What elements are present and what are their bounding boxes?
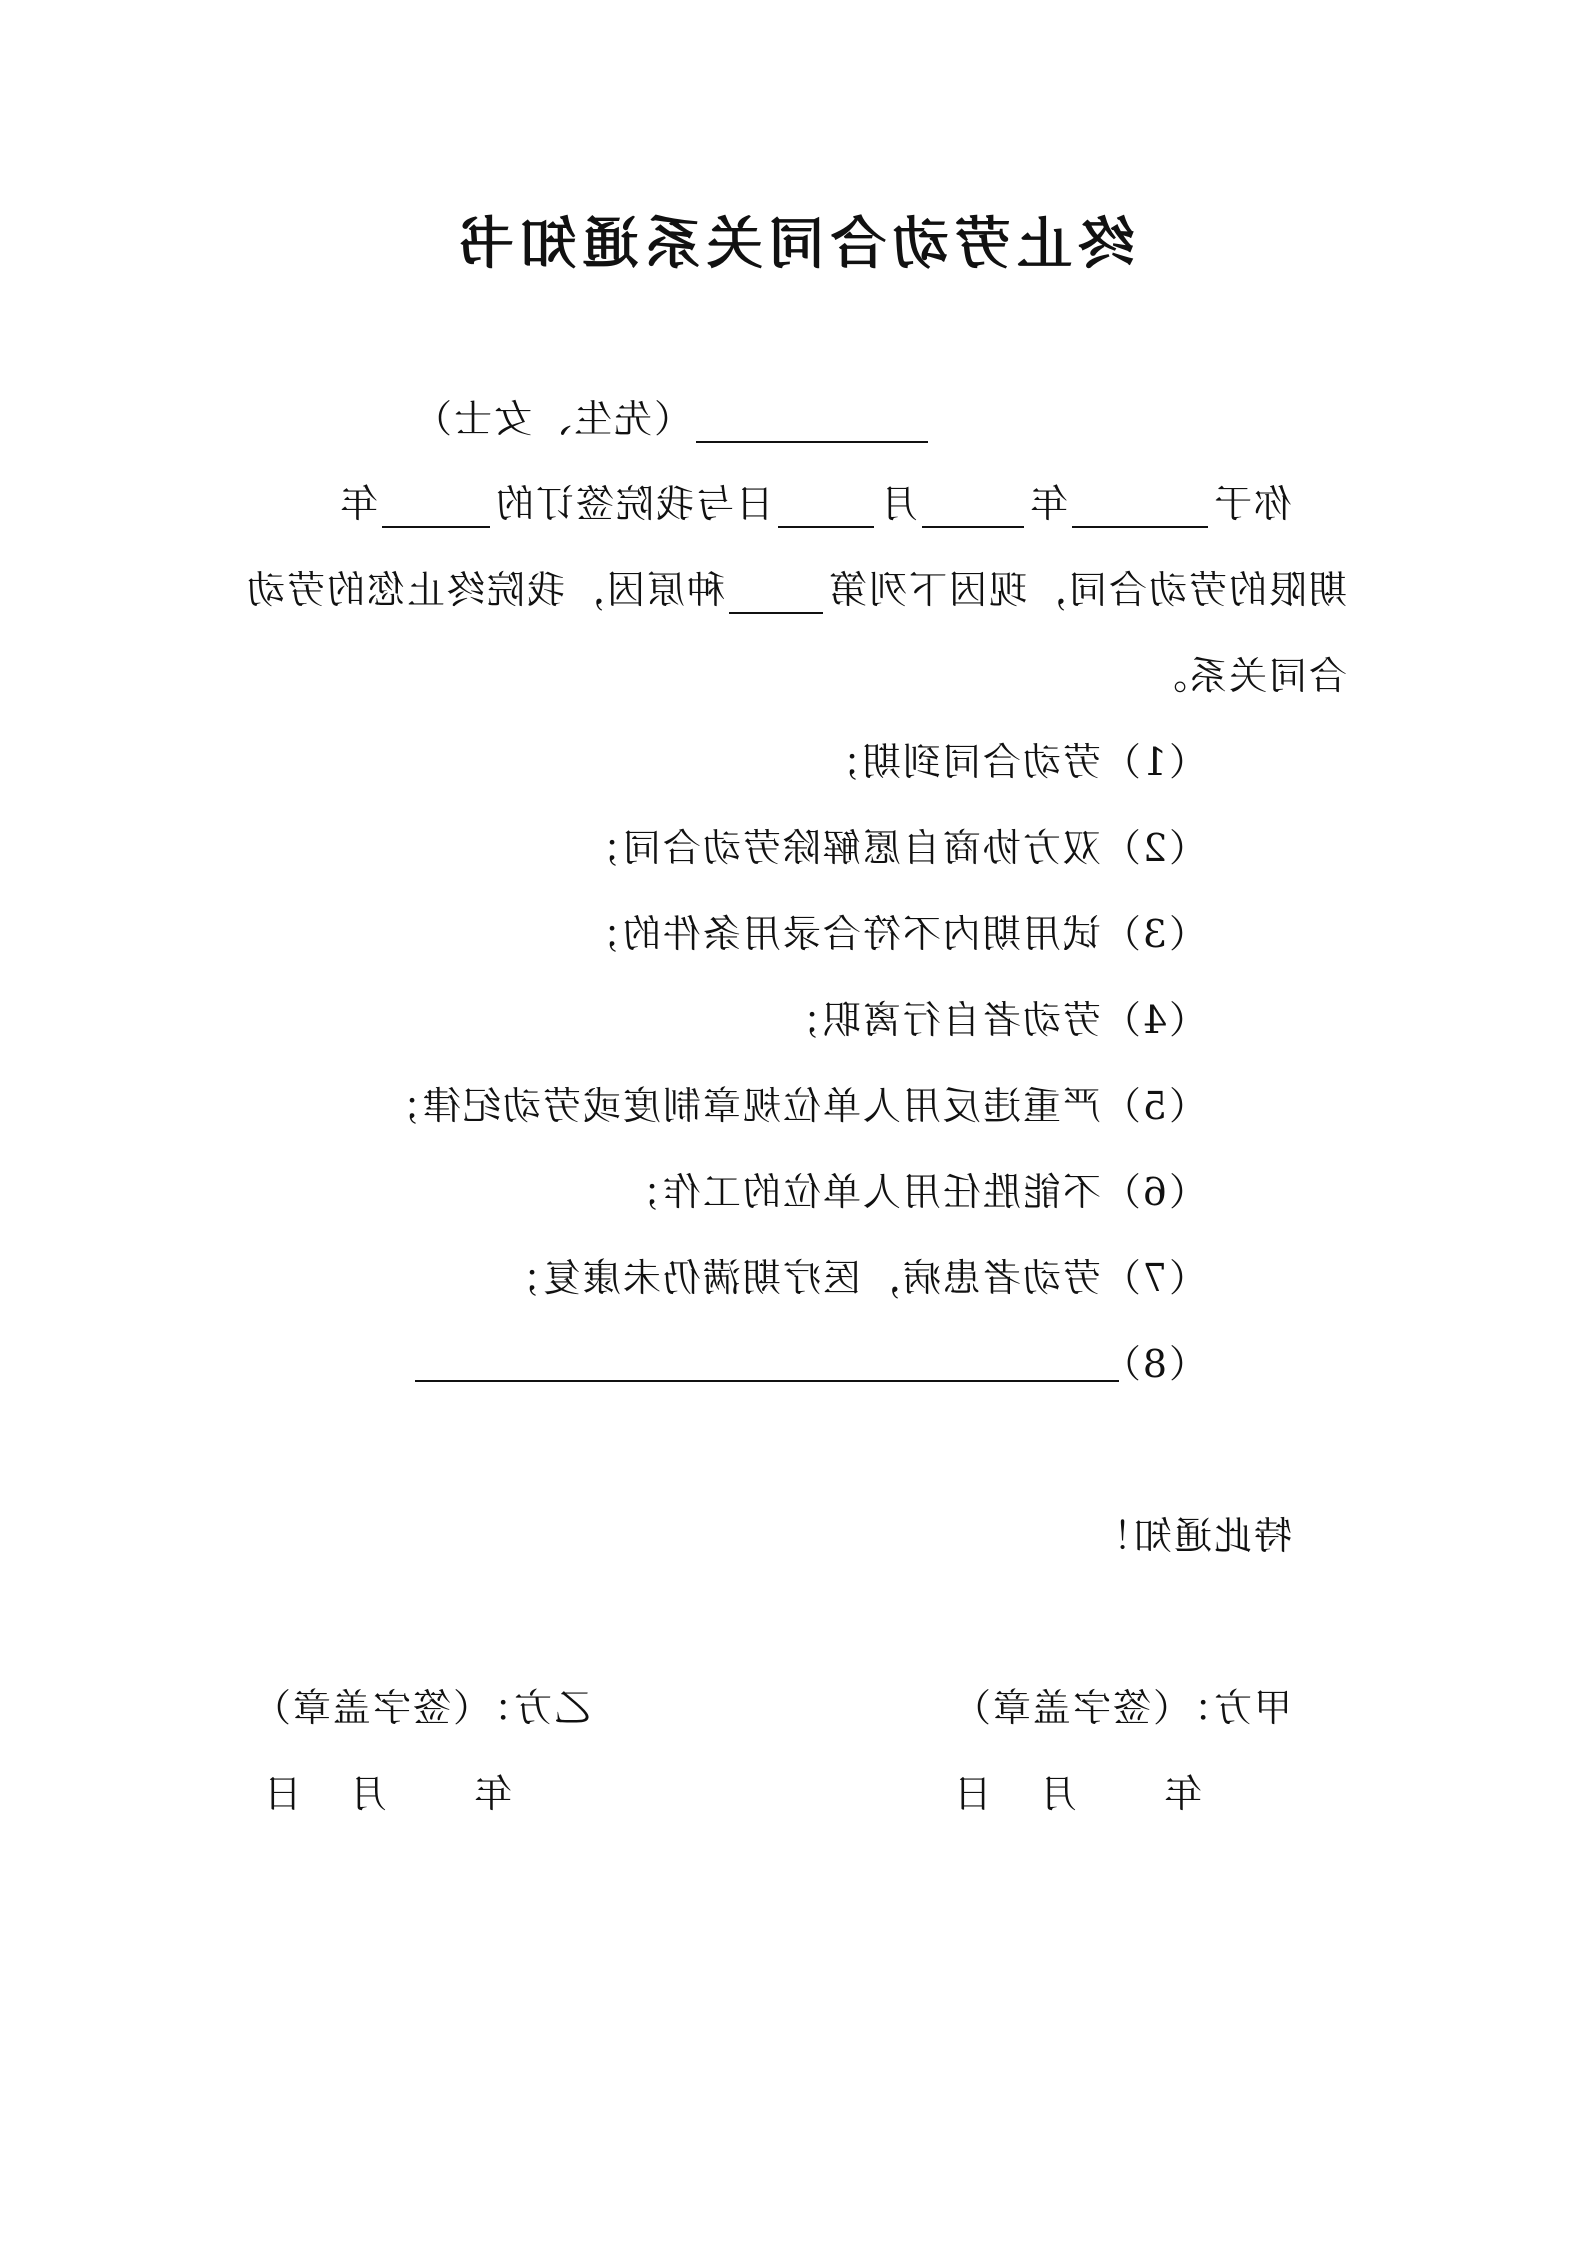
body-text-reason-outro: 种原因，我院终止您的劳动 (244, 568, 725, 612)
document-title: 终止劳动合同关系通知书 (452, 212, 1135, 277)
reason-item-5: （5）严重违反用人单位规章制度或劳动纪律； (380, 1084, 1207, 1128)
reason-item-2: （2）双方协商自愿解除劳动合同； (580, 826, 1207, 870)
reason-item-8-label: （8） (1100, 1342, 1207, 1386)
reason-item-3: （3）试用期内不符合录用条件的； (580, 912, 1207, 956)
reason-item-7: （7）劳动者患病，医疗期满仍未康复； (500, 1256, 1207, 1300)
reason-item-6: （6）不能胜任用人单位的工作； (620, 1170, 1207, 1214)
party-a-day: 日 (951, 1772, 992, 1816)
body-text-month: 月 (877, 482, 918, 526)
party-b-month: 月 (346, 1772, 387, 1816)
reason-number-blank[interactable] (729, 576, 823, 614)
salutation-text: 先生、女士） (411, 397, 652, 441)
body-text-you: 你于 (1211, 482, 1292, 526)
start-month-blank[interactable] (922, 490, 1024, 528)
body-text-reason-intro: 期限的劳动合同，现因下列第 (826, 568, 1347, 612)
party-a-year: 年 (1161, 1772, 1202, 1816)
other-reason-blank[interactable] (415, 1380, 1119, 1382)
body-text-year: 年 (1027, 482, 1068, 526)
name-blank[interactable] (696, 405, 928, 443)
body-text-signed: 日与我院签订的 (493, 482, 774, 526)
body-line-1 (338, 480, 1292, 528)
reason-item-1: （1）劳动合同到期； (820, 740, 1207, 784)
salutation-open: （ (651, 397, 692, 441)
party-a-label: 甲方：（签字盖章） (950, 1686, 1292, 1730)
closing-text: 特此通知！ (1091, 1514, 1292, 1558)
body-line-2 (245, 566, 1347, 614)
body-line-3 (1147, 652, 1347, 700)
reason-item-4: （4）劳动者自行离职； (780, 998, 1207, 1042)
party-b-day: 日 (261, 1772, 302, 1816)
body-text-relation: 合同关系。 (1146, 654, 1347, 698)
start-day-blank[interactable] (778, 490, 874, 528)
salutation-line (412, 395, 932, 443)
term-years-blank[interactable] (382, 490, 490, 528)
start-year-blank[interactable] (1072, 490, 1208, 528)
party-b-label: 乙方：（签字盖章） (250, 1686, 592, 1730)
party-b-year: 年 (471, 1772, 512, 1816)
party-a-month: 月 (1036, 1772, 1077, 1816)
body-text-term-year: 年 (337, 482, 378, 526)
